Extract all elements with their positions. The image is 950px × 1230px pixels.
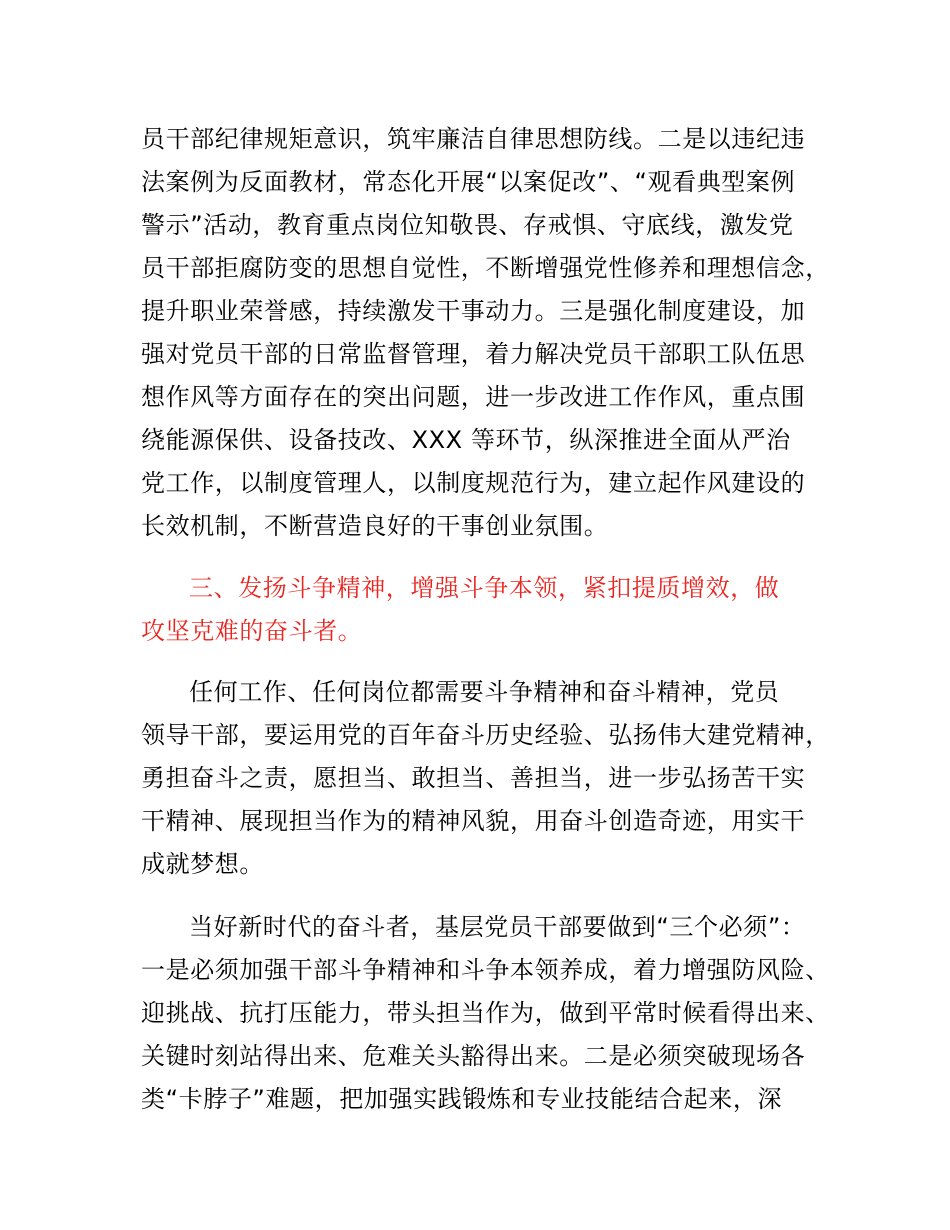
heading-line: 三、发扬斗争精神，增强斗争本领，紧扣提质增效，做 — [189, 574, 780, 602]
text-line: 党工作，以制度管理人，以制度规范行为，建立起作风建设的 — [141, 469, 806, 497]
text-line: 关键时刻站得出来、危难关头豁得出来。二是必须突破现场各 — [141, 1042, 806, 1070]
text-line: 领导干部，要运用党的百年奋斗历史经验、弘扬伟大建党精神， — [141, 721, 830, 749]
text-line: 法案例为反面教材，常态化开展“以案促改”、“观看典型案例 — [141, 168, 796, 196]
text-line: 类“卡脖子”难题，把加强实践锻炼和专业技能结合起来，深 — [141, 1085, 783, 1113]
text-line: 任何工作、任何岗位都需要斗争精神和奋斗精神，党员 — [189, 678, 780, 706]
text-line: 员干部拒腐防变的思想自觉性，不断增强党性修养和理想信念， — [141, 254, 830, 282]
paragraph-continuation — [141, 118, 841, 548]
heading-line: 攻坚克难的奋斗者。 — [141, 617, 363, 645]
text-line: 一是必须加强干部斗争精神和斗争本领养成，着力增强防风险、 — [141, 956, 830, 984]
paragraph-3 — [141, 906, 841, 1121]
text-line: 成就梦想。 — [141, 850, 264, 878]
text-line: 想作风等方面存在的突出问题，进一步改进工作作风，重点围 — [141, 383, 806, 411]
text-line: 绕能源保供、设备技改、XXX 等环节，纵深推进全面从严治 — [141, 426, 791, 454]
text-line: 强对党员干部的日常监督管理，着力解决党员干部职工队伍思 — [141, 340, 806, 368]
section-heading — [141, 567, 841, 653]
text-line: 长效机制，不断营造良好的干事创业氛围。 — [141, 512, 609, 540]
text-line: 迎挑战、抗打压能力，带头担当作为，做到平常时候看得出来、 — [141, 999, 830, 1027]
paragraph-2 — [141, 671, 841, 886]
text-line: 勇担奋斗之责，愿担当、敢担当、善担当，进一步弘扬苦干实 — [141, 764, 806, 792]
text-line: 员干部纪律规矩意识，筑牢廉洁自律思想防线。二是以违纪违 — [141, 125, 806, 153]
text-line: 干精神、展现担当作为的精神风貌，用奋斗创造奇迹，用实干 — [141, 807, 806, 835]
text-line: 提升职业荣誉感，持续激发干事动力。三是强化制度建设，加 — [141, 297, 806, 325]
text-line: 警示”活动，教育重点岗位知敬畏、存戒惧、守底线，激发党 — [141, 211, 794, 239]
text-line: 当好新时代的奋斗者，基层党员干部要做到“三个必须”： — [189, 913, 806, 941]
